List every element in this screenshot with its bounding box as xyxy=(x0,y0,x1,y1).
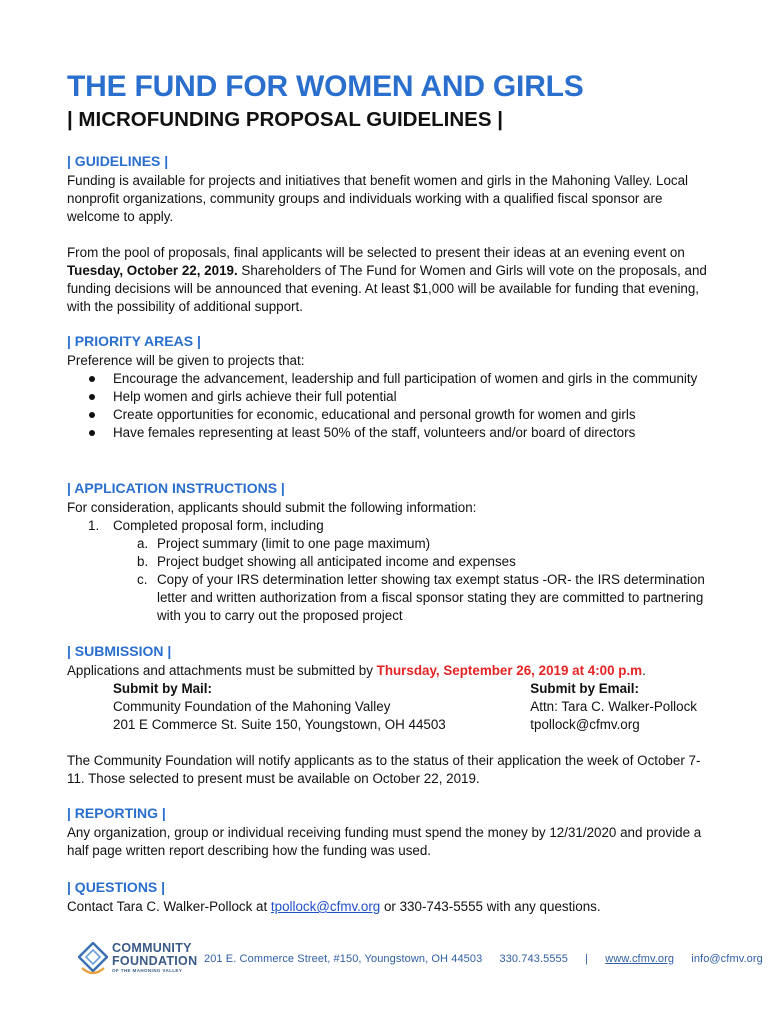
list-item: Create opportunities for economic, educational and personal growth for women and girls xyxy=(67,406,707,424)
footer-website-link[interactable]: www.cfmv.org xyxy=(605,953,675,965)
list-item xyxy=(113,571,707,625)
questions-section xyxy=(67,878,707,916)
sub-mark: c. xyxy=(137,572,148,587)
submission-section xyxy=(67,642,707,788)
application-section xyxy=(67,479,707,625)
guidelines-p2-pre: From the pool of proposals, final applicants will be selected to present their ideas at an evening event on xyxy=(67,245,685,260)
priority-intro: Preference will be given to projects that: xyxy=(67,353,305,368)
footer-phone: 330.743.5555 xyxy=(499,953,568,965)
priority-section xyxy=(67,332,707,442)
footer-separator: | xyxy=(585,953,589,965)
sub-item-text: Copy of your IRS determination letter showing tax exempt status -OR- the IRS determination letter and written authorization from a fiscal sponsor stating they are committed to partnering with you to carry out the proposed project xyxy=(157,572,705,623)
guidelines-p2-post: Shareholders of The Fund for Women and Girls will vote on the proposals, and funding decisions will be announced that evening. At least $1,000 will be available for funding that evening, with the possibility of additional support. xyxy=(67,263,707,314)
submission-deadline: Thursday, September 26, 2019 at 4:00 p.m xyxy=(376,663,643,678)
sub-mark: a. xyxy=(137,536,149,551)
questions-email-link[interactable]: tpollock@cfmv.org xyxy=(270,899,381,914)
submission-intro-post: . xyxy=(642,663,646,678)
foundation-logo-text xyxy=(112,942,197,974)
submission-intro xyxy=(67,662,707,680)
item-number: 1. xyxy=(88,518,100,533)
questions-heading: | QUESTIONS | xyxy=(67,879,166,895)
questions-text xyxy=(67,898,707,916)
document-subtitle: | MICROFUNDING PROPOSAL GUIDELINES | xyxy=(67,108,503,131)
foundation-logo-icon xyxy=(78,942,108,978)
notify-paragraph: The Community Foundation will notify applicants as to the status of their application the week of October 7-11. Those selected to present must be available on October 22, 2019. xyxy=(67,753,701,786)
page-footer xyxy=(78,940,763,982)
guidelines-paragraph-2 xyxy=(67,244,707,316)
mail-label: Submit by Mail: xyxy=(113,681,212,696)
submission-methods xyxy=(67,680,707,734)
application-intro: For consideration, applicants should submit the following information: xyxy=(67,500,477,515)
list-item xyxy=(67,517,707,625)
document-title: THE FUND FOR WOMEN AND GIRLS xyxy=(67,70,584,103)
logo-subline: OF THE MAHONING VALLEY xyxy=(112,968,183,973)
submission-heading: | SUBMISSION | xyxy=(67,643,172,659)
footer-contact-line xyxy=(204,953,770,965)
footer-email[interactable]: info@cfmv.org xyxy=(691,953,763,965)
sub-mark: b. xyxy=(137,554,149,569)
guidelines-section xyxy=(67,152,707,316)
item-text: Completed proposal form, including xyxy=(113,518,324,533)
logo-line-2: FOUNDATION xyxy=(112,954,198,968)
email-label: Submit by Email: xyxy=(530,681,639,696)
questions-post: or 330-743-5555 with any questions. xyxy=(380,899,601,914)
application-sublist xyxy=(113,535,707,625)
list-item xyxy=(113,553,707,571)
submit-by-mail xyxy=(113,680,446,734)
application-heading: | APPLICATION INSTRUCTIONS | xyxy=(67,480,285,496)
event-date: Tuesday, October 22, 2019. xyxy=(67,263,238,278)
footer-address: 201 E. Commerce Street, #150, Youngstown, OH 44503 xyxy=(204,953,483,965)
application-list xyxy=(67,517,707,625)
questions-pre: Contact Tara C. Walker-Pollock at xyxy=(67,899,271,914)
sub-item-text: Project summary (limit to one page maximum) xyxy=(157,536,431,551)
reporting-section xyxy=(67,804,707,860)
guidelines-heading: | GUIDELINES | xyxy=(67,153,169,169)
submit-by-email xyxy=(530,680,697,734)
submission-intro-pre: Applications and attachments must be submitted by xyxy=(67,663,377,678)
email-line-2: tpollock@cfmv.org xyxy=(530,717,640,732)
priority-heading: | PRIORITY AREAS | xyxy=(67,333,201,349)
logo-line-1: COMMUNITY xyxy=(112,941,192,955)
list-item: Have females representing at least 50% of the staff, volunteers and/or board of directors xyxy=(67,424,707,442)
guidelines-paragraph-1: Funding is available for projects and initiatives that benefit women and girls in the Mahoning Valley. Local nonprofit organizations, community groups and individuals working with a qualified fiscal sponsor are welcome to apply. xyxy=(67,173,689,224)
email-line-1: Attn: Tara C. Walker-Pollock xyxy=(530,699,697,714)
list-item: Help women and girls achieve their full potential xyxy=(67,388,707,406)
mail-line-2: 201 E Commerce St. Suite 150, Youngstown, OH 44503 xyxy=(113,717,446,732)
priority-list xyxy=(67,370,707,442)
reporting-text: Any organization, group or individual receiving funding must spend the money by 12/31/2020 and provide a half page written report describing how the funding was used. xyxy=(67,825,702,858)
list-item xyxy=(113,535,707,553)
sub-item-text: Project budget showing all anticipated income and expenses xyxy=(157,554,516,569)
mail-line-1: Community Foundation of the Mahoning Valley xyxy=(113,699,391,714)
list-item: Encourage the advancement, leadership and full participation of women and girls in the community xyxy=(67,370,707,388)
reporting-heading: | REPORTING | xyxy=(67,805,166,821)
